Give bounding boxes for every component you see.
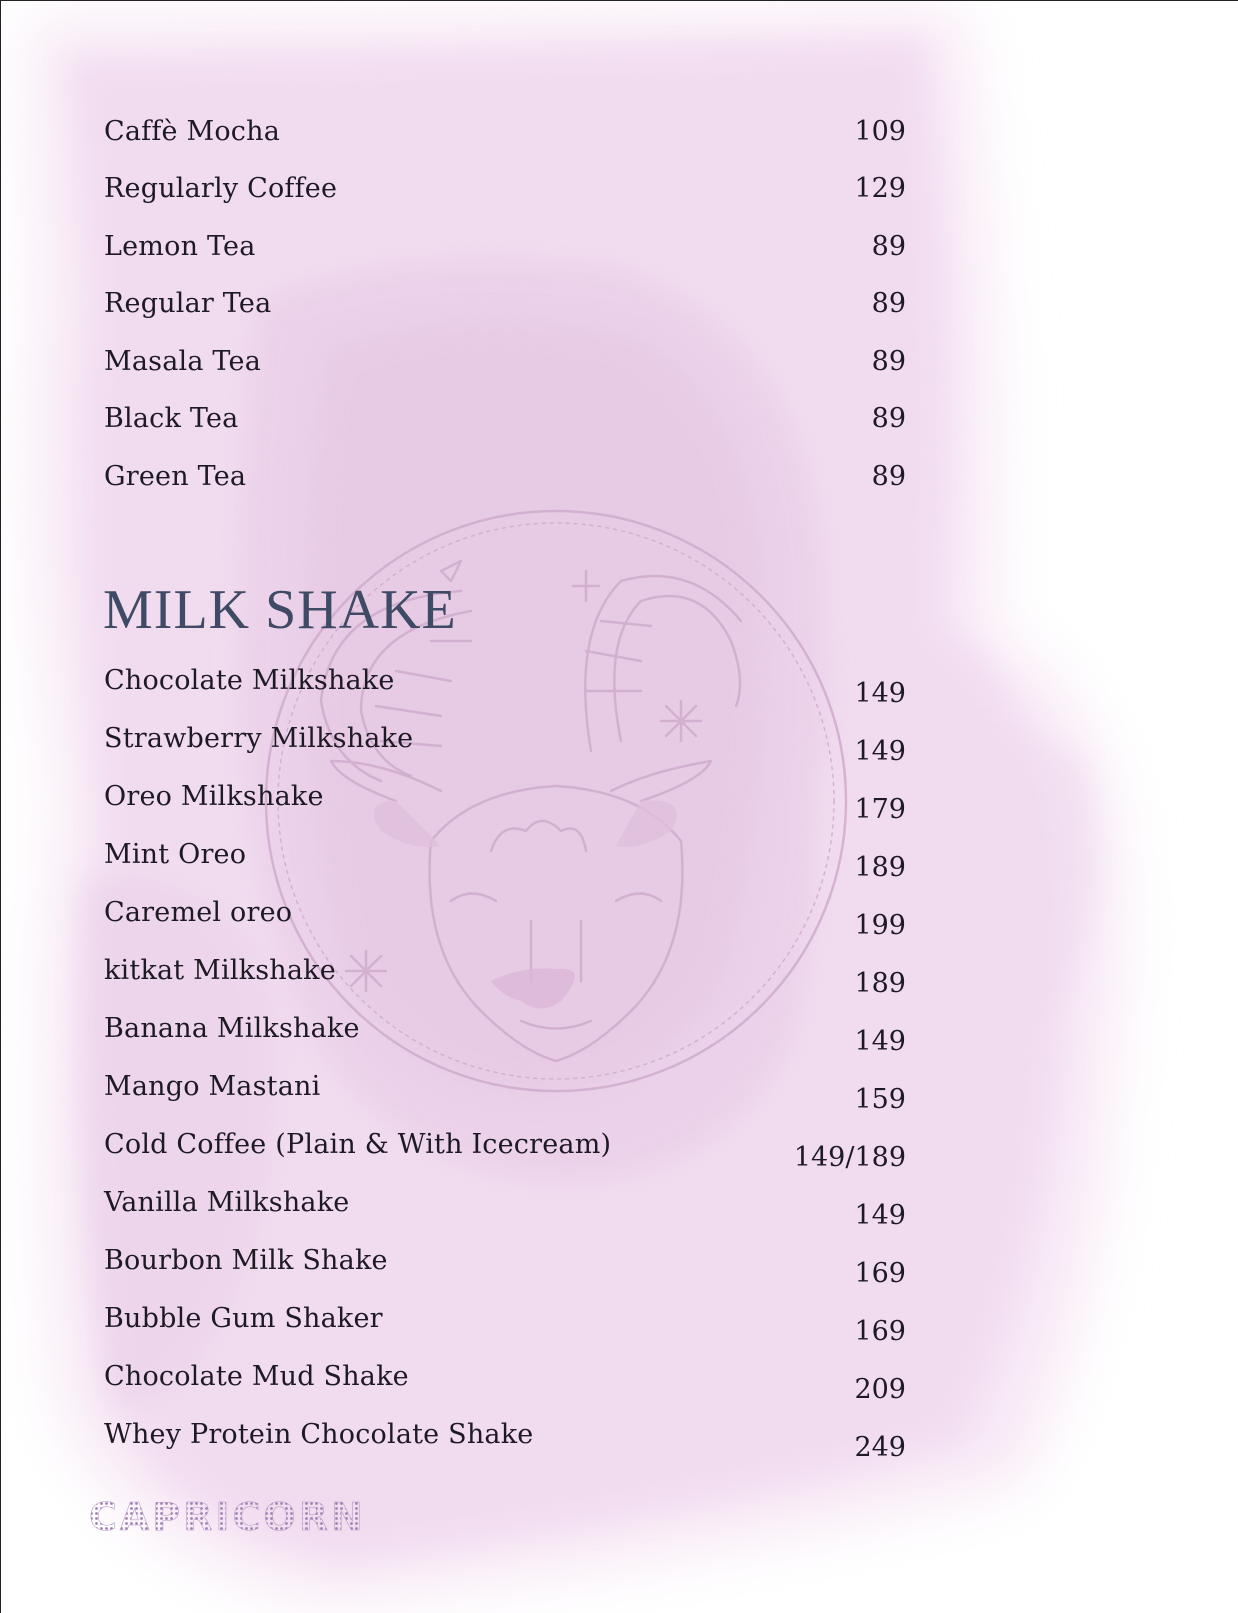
menu-item [104,723,906,767]
item-price: 149 [854,1026,906,1057]
item-name: Strawberry Milkshake [104,723,414,754]
item-price: 89 [871,461,906,492]
item-price: 109 [854,116,906,147]
item-price: 149/189 [793,1142,906,1173]
menu-item [104,1071,906,1115]
menu-item [104,781,906,825]
item-name: Cold Coffee (Plain & With Icecream) [104,1129,612,1160]
menu-item [104,665,906,709]
item-name: Bubble Gum Shaker [104,1303,383,1334]
item-price: 129 [854,173,906,204]
menu-item [104,1129,906,1173]
item-name: Regularly Coffee [104,173,338,204]
item-price: 149 [854,678,906,709]
item-name: Caffè Mocha [104,116,281,147]
item-name: Mint Oreo [104,839,247,870]
item-name: Whey Protein Chocolate Shake [104,1419,534,1450]
menu-item [104,231,906,271]
item-name: Chocolate Milkshake [104,665,395,696]
menu-item [104,1361,906,1405]
menu-item [104,1245,906,1289]
menu-item [104,1303,906,1347]
menu-item [104,461,906,501]
menu-item [104,173,906,213]
menu-item [104,1013,906,1057]
item-price: 89 [871,231,906,262]
item-price: 179 [854,794,906,825]
item-price: 189 [854,852,906,883]
menu-item [104,1187,906,1231]
menu-item [104,1419,906,1463]
item-price: 89 [871,403,906,434]
item-name: Bourbon Milk Shake [104,1245,388,1276]
item-name: Oreo Milkshake [104,781,324,812]
menu-item [104,346,906,386]
item-price: 149 [854,736,906,767]
menu-item [104,955,906,999]
item-price: 159 [854,1084,906,1115]
item-name: Caremel oreo [104,897,293,928]
item-name: Masala Tea [104,346,261,377]
item-price: 169 [854,1316,906,1347]
svg-text:CAPRICORN: CAPRICORN [89,1496,366,1536]
capricorn-wordmark-logo [89,1496,399,1536]
item-price: 169 [854,1258,906,1289]
item-price: 189 [854,968,906,999]
item-price: 89 [871,346,906,377]
menu-item [104,288,906,328]
item-price: 209 [854,1374,906,1405]
menu-item [104,116,906,156]
item-name: Chocolate Mud Shake [104,1361,409,1392]
item-name: Lemon Tea [104,231,256,262]
menu-item [104,403,906,443]
item-price: 199 [854,910,906,941]
item-name: kitkat Milkshake [104,955,336,986]
item-price: 149 [854,1200,906,1231]
item-name: Regular Tea [104,288,272,319]
item-name: Banana Milkshake [104,1013,360,1044]
section-title-milk-shake: MILK SHAKE [103,579,457,641]
menu-item [104,897,906,941]
item-name: Mango Mastani [104,1071,321,1102]
item-name: Vanilla Milkshake [104,1187,350,1218]
item-price: 249 [854,1432,906,1463]
menu-item [104,839,906,883]
item-price: 89 [871,288,906,319]
item-name: Black Tea [104,403,239,434]
item-name: Green Tea [104,461,247,492]
